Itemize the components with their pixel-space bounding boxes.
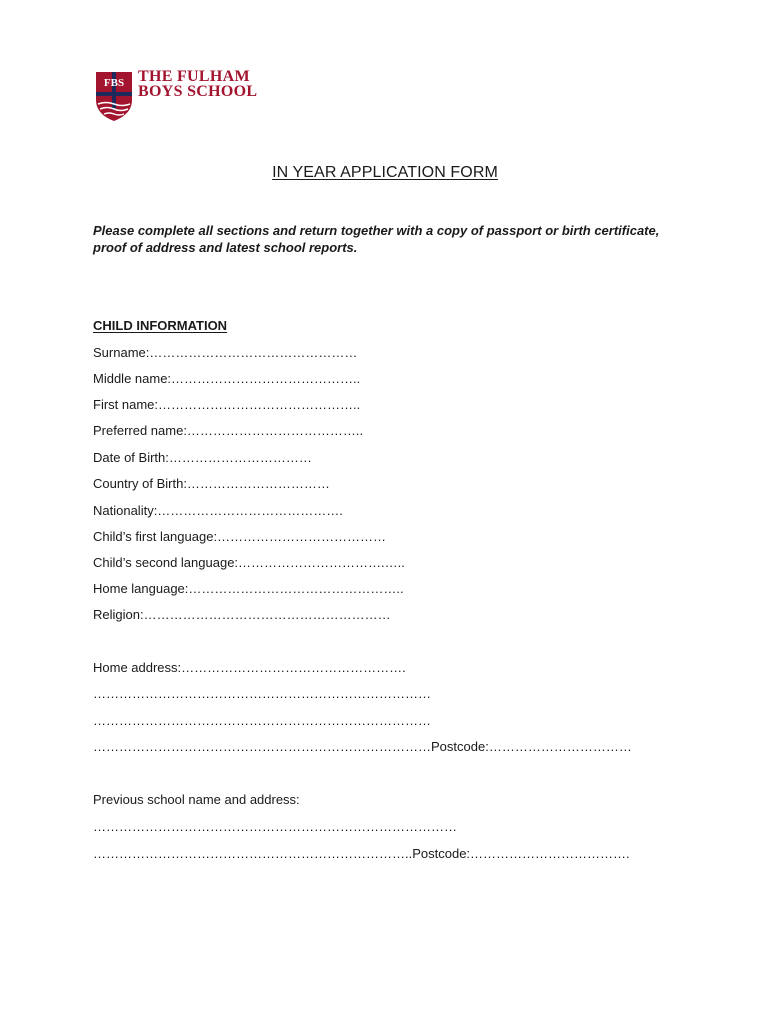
religion-field[interactable]: Religion:………………………………………………… [93, 607, 391, 622]
surname-field[interactable]: Surname:………………………………………… [93, 345, 358, 360]
nationality-field[interactable]: Nationality:……………………………………. [93, 503, 343, 518]
form-instructions: Please complete all sections and return together with a copy of passport or birth certificate, proof of address and latest school reports. [93, 223, 660, 255]
home-address-line-3[interactable]: …………………………………………………………………… [93, 713, 431, 728]
school-name [138, 69, 257, 99]
school-name-line-1: THE FULHAM [138, 68, 250, 85]
previous-school-postcode-line[interactable]: ………………………………………………………………..Postcode:………………………………. [93, 846, 630, 861]
preferred-name-field[interactable]: Preferred name:………………………………….. [93, 423, 364, 438]
school-crest-icon [94, 70, 134, 122]
second-language-field[interactable]: Child’s second language:…………………………….….. [93, 555, 405, 570]
school-name-line-2: BOYS SCHOOL [138, 83, 258, 100]
home-language-field[interactable]: Home language:………………………………………….. [93, 581, 404, 596]
first-name-field[interactable]: First name:……………………………………….. [93, 397, 361, 412]
child-information-heading: CHILD INFORMATION [93, 318, 228, 333]
date-of-birth-field[interactable]: Date of Birth:…………………………… [93, 450, 312, 465]
home-address-field[interactable]: Home address:……………………………………………. [93, 660, 406, 675]
home-address-postcode-line[interactable]: ……………………………………………………………………Postcode:…………………………… [93, 739, 632, 754]
previous-school-label: Previous school name and address: [93, 792, 300, 807]
middle-name-field[interactable]: Middle name:…………………………………….. [93, 371, 361, 386]
home-address-line-2[interactable]: …………………………………………………………………… [93, 686, 431, 701]
school-logo [94, 70, 257, 122]
first-language-field[interactable]: Child’s first language:………………………………… [93, 529, 387, 544]
country-of-birth-field[interactable]: Country of Birth:…………………………… [93, 476, 330, 491]
crest-initials: FBS [103, 77, 125, 89]
previous-school-line-1[interactable]: ………………………………………………………………………… [93, 819, 457, 834]
form-title: IN YEAR APPLICATION FORM [272, 164, 498, 181]
